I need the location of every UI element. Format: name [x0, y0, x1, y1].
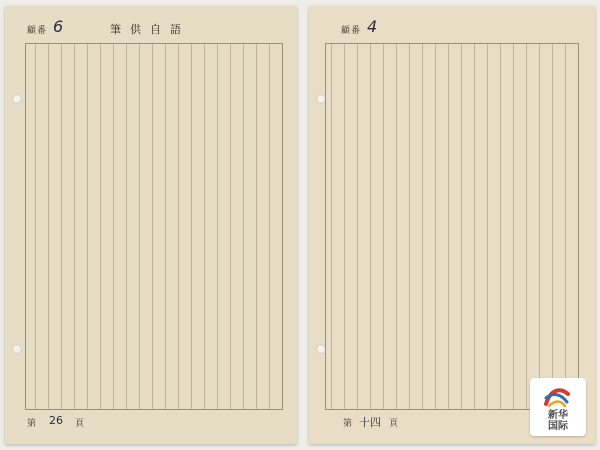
watermark-line-1: 新华 [548, 410, 568, 421]
page-number: 6 [53, 17, 64, 36]
handwritten-columns [326, 44, 578, 409]
number-label: 顧番 [27, 26, 48, 36]
footer-page-number: 26 [49, 414, 63, 427]
footer-prefix: 第 [343, 419, 353, 429]
ruled-frame [325, 43, 579, 410]
watermark-line-2: 国际 [548, 421, 568, 432]
page-number: 4 [367, 17, 378, 36]
binding-hole [12, 94, 22, 104]
footer-suffix: 頁 [389, 419, 399, 429]
ruled-frame [25, 43, 283, 410]
ribbon-logo-icon [543, 386, 571, 408]
news-agency-watermark [530, 378, 586, 436]
handwritten-columns [26, 44, 282, 409]
number-label: 顧番 [341, 26, 362, 36]
document-title: 筆供自語 [110, 23, 190, 36]
footer-suffix: 頁 [75, 419, 85, 429]
footer-page-number: 十四 [359, 416, 381, 429]
binding-hole [12, 344, 22, 354]
left-manuscript-page [5, 6, 297, 444]
footer-prefix: 第 [27, 419, 37, 429]
